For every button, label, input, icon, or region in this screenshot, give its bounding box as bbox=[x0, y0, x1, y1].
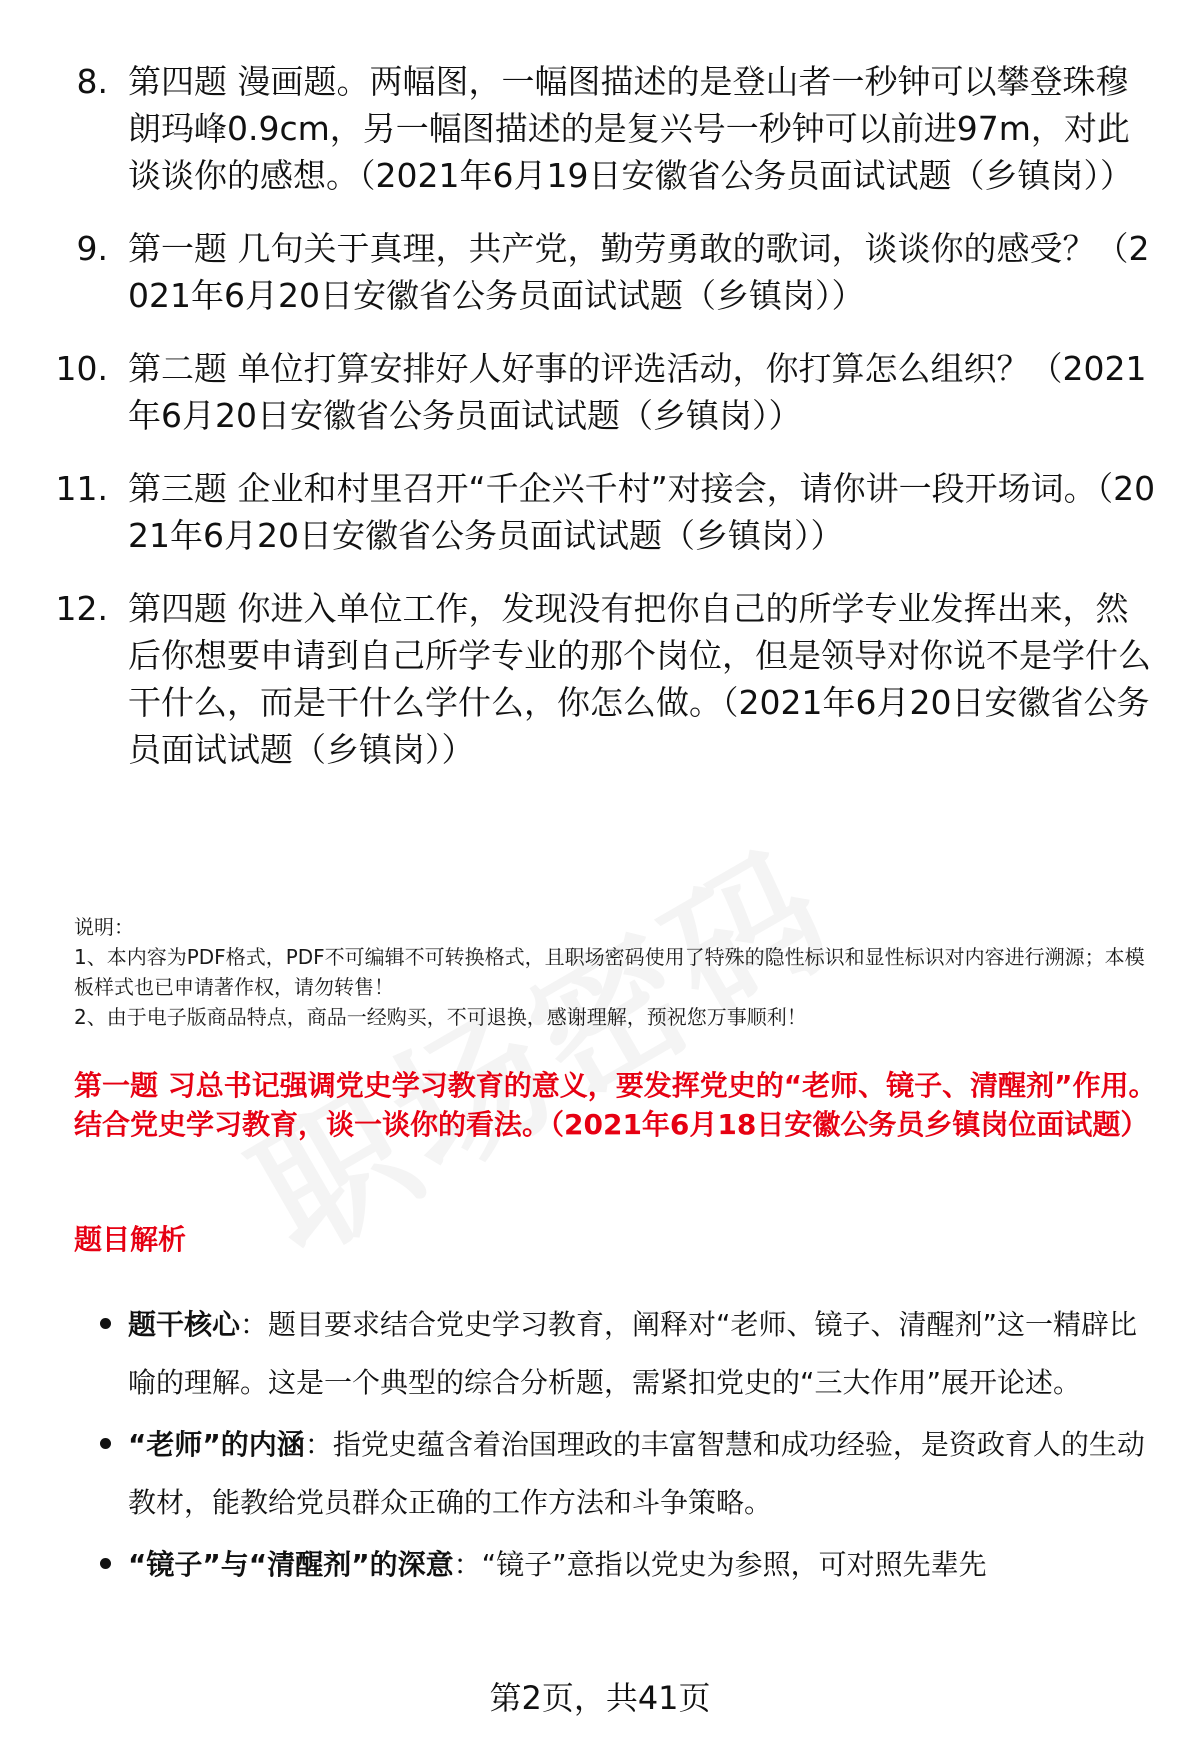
question-number: 9. bbox=[76, 229, 108, 268]
question-item bbox=[0, 58, 1200, 199]
bullet-label: 题干核心 bbox=[128, 1308, 241, 1341]
question-item bbox=[0, 345, 1200, 439]
question-item bbox=[0, 225, 1200, 319]
bullet-dot-icon bbox=[100, 1558, 111, 1569]
question-text: 第三题 企业和村里召开“千企兴千村”对接会，请你讲一段开场词。（2021年6月20日安徽省公务员面试试题（乡镇岗）） bbox=[128, 469, 1156, 555]
analysis-bullet bbox=[0, 1536, 1200, 1594]
bullet-dot-icon bbox=[100, 1438, 111, 1449]
question-item bbox=[0, 465, 1200, 559]
question-number: 12. bbox=[55, 589, 108, 628]
bullet-text: ：“镜子”意指以党史为参照，可对照先辈先 bbox=[453, 1548, 987, 1581]
page-number-footer: 第2页，共41页 bbox=[489, 1679, 711, 1717]
analysis-bullet bbox=[0, 1416, 1200, 1532]
bullet-label: “镜子”与“清醒剂”的深意 bbox=[128, 1548, 454, 1581]
notes-line-1: 1、本内容为PDF格式，PDF不可编辑不可转换格式，且职场密码使用了特殊的隐性标识和显性标识对内容进行溯源；本模板样式也已申请著作权，请勿转售！ bbox=[74, 945, 1145, 999]
bullet-label: “老师”的内涵 bbox=[128, 1428, 305, 1461]
notes-line-2: 2、由于电子版商品特点，商品一经购买，不可退换，感谢理解，预祝您万事顺利！ bbox=[74, 1005, 807, 1029]
bullet-text: ：指党史蕴含着治国理政的丰富智慧和成功经验，是资政育人的生动教材，能教给党员群众正确的工作方法和斗争策略。 bbox=[128, 1428, 1145, 1519]
question-number: 8. bbox=[76, 62, 108, 101]
question-list bbox=[0, 58, 1200, 799]
notes-block bbox=[74, 912, 1164, 1032]
notes-heading: 说明： bbox=[74, 915, 134, 939]
bullet-dot-icon bbox=[100, 1318, 111, 1329]
analysis-heading: 题目解析 bbox=[74, 1223, 187, 1256]
question-text: 第一题 几句关于真理，共产党，勤劳勇敢的歌词，谈谈你的感受？（2021年6月20日安徽省公务员面试试题（乡镇岗）） bbox=[128, 229, 1150, 315]
analysis-bullet bbox=[0, 1296, 1200, 1412]
question-number: 11. bbox=[55, 469, 108, 508]
question-number: 10. bbox=[55, 349, 108, 388]
question-text: 第二题 单位打算安排好人好事的评选活动，你打算怎么组织？（2021年6月20日安徽省公务员面试试题（乡镇岗）） bbox=[128, 349, 1147, 435]
main-question-title: 第一题 习总书记强调党史学习教育的意义，要发挥党史的“老师、镜子、清醒剂”作用。结合党史学习教育，谈一谈你的看法。（2021年6月18日安徽公务员乡镇岗位面试题） bbox=[74, 1069, 1157, 1141]
question-item bbox=[0, 585, 1200, 773]
analysis-bullet-list bbox=[0, 1296, 1200, 1598]
question-text: 第四题 你进入单位工作，发现没有把你自己的所学专业发挥出来，然后你想要申请到自己所学专业的那个岗位，但是领导对你说不是学什么干什么，而是干什么学什么，你怎么做。（2021年6月20日安徽省公务员面试试题（乡镇岗）） bbox=[128, 589, 1151, 769]
bullet-text: ：题目要求结合党史学习教育，阐释对“老师、镜子、清醒剂”这一精辟比喻的理解。这是一个典型的综合分析题，需紧扣党史的“三大作用”展开论述。 bbox=[128, 1308, 1138, 1399]
question-text: 第四题 漫画题。两幅图，一幅图描述的是登山者一秒钟可以攀登珠穆朗玛峰0.9cm，另一幅图描述的是复兴号一秒钟可以前进97m，对此谈谈你的感想。（2021年6月19日安徽省公务员面试试题（乡镇岗）） bbox=[128, 62, 1133, 195]
